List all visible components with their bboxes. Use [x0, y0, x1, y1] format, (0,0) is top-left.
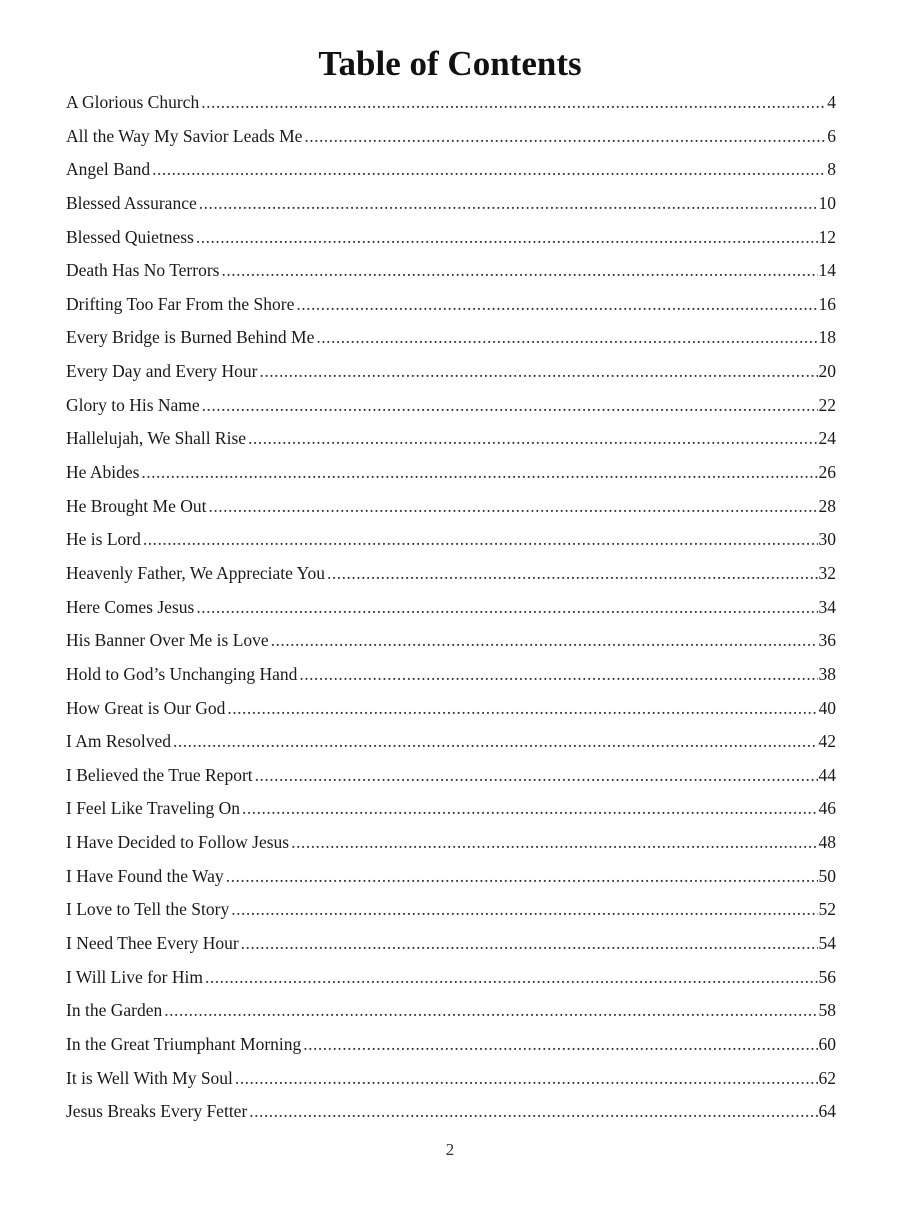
toc-entry-7[interactable] — [66, 288, 836, 322]
dot-leader — [199, 187, 818, 221]
toc-entry-title: Every Bridge is Burned Behind Me — [66, 327, 315, 348]
dot-leader — [327, 557, 817, 591]
toc-entry-31[interactable] — [66, 1095, 836, 1129]
toc-entry-page: 12 — [818, 226, 836, 247]
toc-entry-title: I Believed the True Report — [66, 764, 253, 785]
dot-leader — [152, 153, 826, 187]
toc-entry-24[interactable] — [66, 860, 836, 894]
toc-entry-page: 38 — [818, 663, 836, 684]
toc-entry-5[interactable] — [66, 221, 836, 255]
toc-entry-page: 50 — [818, 865, 836, 886]
toc-entry-page: 28 — [818, 495, 836, 516]
toc-entry-title: All the Way My Savior Leads Me — [66, 125, 303, 146]
dot-leader — [291, 826, 817, 860]
toc-entry-page: 42 — [818, 731, 836, 752]
dot-leader — [299, 658, 817, 692]
toc-entry-title: I Am Resolved — [66, 731, 171, 752]
dot-leader — [227, 692, 817, 726]
toc-entry-title: Hallelujah, We Shall Rise — [66, 428, 247, 449]
toc-entry-page: 52 — [818, 899, 836, 920]
toc-entry-page: 18 — [818, 327, 836, 348]
toc-entry-title: In the Garden — [66, 1000, 163, 1021]
toc-entry-26[interactable] — [66, 927, 836, 961]
toc-entry-title: Jesus Breaks Every Fetter — [66, 1101, 248, 1122]
toc-entry-page: 44 — [818, 764, 836, 785]
toc-entry-page: 22 — [818, 394, 836, 415]
toc-entry-title: Blessed Quietness — [66, 226, 194, 247]
dot-leader — [259, 355, 817, 389]
toc-entry-title: It is Well With My Soul — [66, 1067, 233, 1088]
toc-entry-17[interactable] — [66, 624, 836, 658]
toc-entry-page: 24 — [818, 428, 836, 449]
dot-leader — [202, 389, 818, 423]
toc-entry-title: I Feel Like Traveling On — [66, 798, 241, 819]
dot-leader — [173, 725, 818, 759]
dot-leader — [271, 624, 818, 658]
dot-leader — [316, 321, 817, 355]
toc-entry-29[interactable] — [66, 1028, 836, 1062]
toc-entry-13[interactable] — [66, 490, 836, 524]
toc-entry-20[interactable] — [66, 725, 836, 759]
toc-entry-title: Every Day and Every Hour — [66, 361, 258, 382]
toc-entry-14[interactable] — [66, 523, 836, 557]
dot-leader — [248, 422, 817, 456]
toc-entry-page: 4 — [827, 92, 836, 112]
toc-entry-8[interactable] — [66, 321, 836, 355]
toc-entry-9[interactable] — [66, 355, 836, 389]
toc-entry-page: 32 — [818, 562, 836, 583]
dot-leader — [143, 523, 818, 557]
toc-entry-page: 8 — [827, 159, 836, 180]
toc-entry-27[interactable] — [66, 961, 836, 995]
toc-entry-title: Drifting Too Far From the Shore — [66, 293, 295, 314]
toc-entry-2[interactable] — [66, 120, 836, 154]
dot-leader — [196, 221, 818, 255]
toc-entry-6[interactable] — [66, 254, 836, 288]
dot-leader — [303, 1028, 817, 1062]
toc-entry-1[interactable] — [66, 86, 836, 120]
toc-entry-title: He Abides — [66, 462, 140, 483]
toc-entry-title: How Great is Our God — [66, 697, 226, 718]
dot-leader — [249, 1095, 817, 1129]
toc-entry-page: 20 — [818, 361, 836, 382]
toc-entry-23[interactable] — [66, 826, 836, 860]
toc-entry-page: 30 — [818, 529, 836, 550]
toc-entry-page: 34 — [818, 596, 836, 617]
toc-entry-title: Angel Band — [66, 159, 151, 180]
toc-entry-title: Blessed Assurance — [66, 192, 197, 213]
dot-leader — [231, 893, 817, 927]
toc-entry-page: 56 — [818, 966, 836, 987]
dot-leader — [235, 1062, 818, 1096]
dot-leader — [221, 254, 817, 288]
toc-entry-11[interactable] — [66, 422, 836, 456]
toc-entry-18[interactable] — [66, 658, 836, 692]
toc-entry-page: 58 — [818, 1000, 836, 1021]
toc-entry-page: 16 — [818, 293, 836, 314]
dot-leader — [196, 591, 817, 625]
toc-list — [66, 86, 836, 1129]
toc-entry-page: 6 — [827, 125, 836, 146]
toc-entry-title: Glory to His Name — [66, 394, 200, 415]
toc-entry-page: 54 — [818, 933, 836, 954]
toc-entry-title: He Brought Me Out — [66, 495, 207, 516]
toc-entry-title: In the Great Triumphant Morning — [66, 1033, 302, 1054]
toc-entry-title: A Glorious Church — [66, 92, 200, 112]
dot-leader — [205, 961, 817, 995]
dot-leader — [255, 759, 818, 793]
toc-entry-22[interactable] — [66, 792, 836, 826]
dot-leader — [304, 120, 826, 154]
toc-entry-12[interactable] — [66, 456, 836, 490]
toc-entry-page: 10 — [818, 192, 836, 213]
toc-entry-title: Heavenly Father, We Appreciate You — [66, 562, 326, 583]
toc-entry-page: 40 — [818, 697, 836, 718]
toc-entry-15[interactable] — [66, 557, 836, 591]
toc-entry-page: 36 — [818, 630, 836, 651]
toc-entry-page: 48 — [818, 832, 836, 853]
dot-leader — [241, 927, 818, 961]
toc-entry-21[interactable] — [66, 759, 836, 793]
toc-entry-10[interactable] — [66, 389, 836, 423]
toc-entry-title: I Love to Tell the Story — [66, 899, 230, 920]
toc-entry-page: 62 — [818, 1067, 836, 1088]
toc-entry-19[interactable] — [66, 692, 836, 726]
page-number: 2 — [445, 1140, 455, 1159]
toc-entry-title: Hold to God’s Unchanging Hand — [66, 663, 298, 684]
dot-leader — [208, 490, 817, 524]
toc-entry-4[interactable] — [66, 187, 836, 221]
dot-leader — [164, 994, 817, 1028]
toc-entry-25[interactable] — [66, 893, 836, 927]
toc-entry-page: 14 — [818, 260, 836, 281]
page-title: Table of Contents — [318, 44, 582, 83]
dot-leader — [226, 860, 818, 894]
toc-entry-3[interactable] — [66, 153, 836, 187]
toc-entry-page: 60 — [818, 1033, 836, 1054]
toc-entry-title: I Have Decided to Follow Jesus — [66, 832, 290, 853]
dot-leader — [141, 456, 817, 490]
toc-entry-28[interactable] — [66, 994, 836, 1028]
toc-entry-title: Here Comes Jesus — [66, 596, 195, 617]
toc-entry-page: 46 — [818, 798, 836, 819]
toc-entry-16[interactable] — [66, 591, 836, 625]
toc-entry-30[interactable] — [66, 1062, 836, 1096]
dot-leader — [201, 86, 826, 120]
dot-leader — [296, 288, 817, 322]
toc-entry-title: I Will Live for Him — [66, 966, 204, 987]
toc-entry-title: He is Lord — [66, 529, 141, 550]
toc-entry-title: I Need Thee Every Hour — [66, 933, 239, 954]
toc-entry-title: I Have Found the Way — [66, 865, 224, 886]
dot-leader — [242, 792, 817, 826]
toc-entry-page: 26 — [818, 462, 836, 483]
toc-entry-page: 64 — [818, 1101, 836, 1122]
toc-entry-title: Death Has No Terrors — [66, 260, 220, 281]
toc-entry-title: His Banner Over Me is Love — [66, 630, 269, 651]
